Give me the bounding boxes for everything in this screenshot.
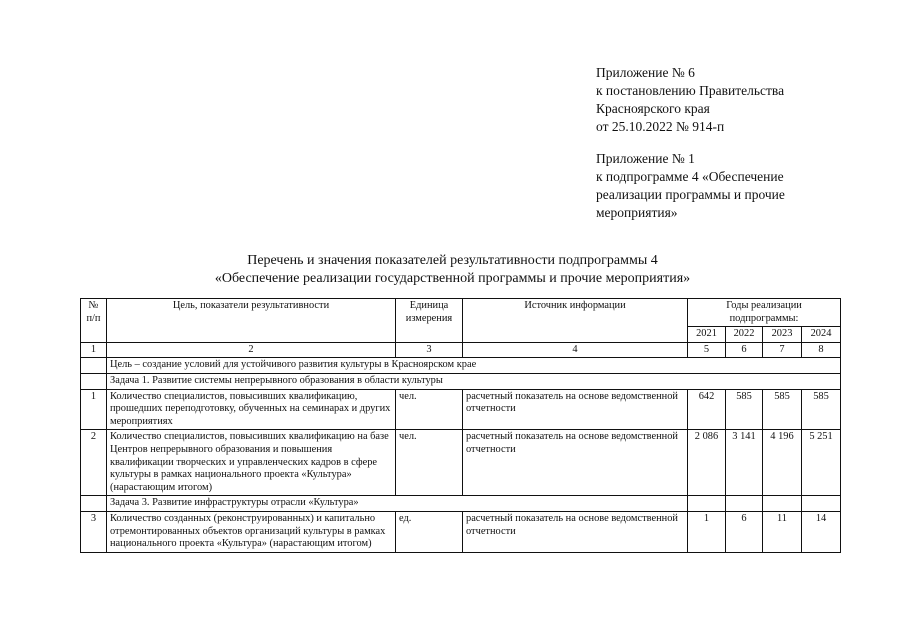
column-number: 5 bbox=[688, 342, 726, 358]
annex1-header bbox=[596, 150, 785, 222]
row-value: 642 bbox=[688, 389, 726, 430]
row-source: расчетный показатель на основе ведомственной отчетности bbox=[463, 430, 688, 496]
annex1-line: Приложение № 1 bbox=[596, 151, 695, 166]
annex6-line: от 25.10.2022 № 914-п bbox=[596, 119, 725, 134]
row-value: 11 bbox=[763, 511, 802, 552]
row-value: 3 141 bbox=[726, 430, 763, 496]
row-value: 1 bbox=[688, 511, 726, 552]
header-year: 2024 bbox=[802, 327, 841, 343]
row-value: 585 bbox=[726, 389, 763, 430]
row-indicator: Количество специалистов, повысивших квалификацию на базе Центров непрерывного образования и повышения квалификации творческих и управленческих кадров в сфере культуры в рамках национального проекта «Культура» (нарастающим итогом) bbox=[107, 430, 396, 496]
document-title-line1: Перечень и значения показателей результативности подпрограммы 4 bbox=[247, 253, 658, 268]
header-unit: Единица измерения bbox=[396, 299, 463, 343]
row-value: 2 086 bbox=[688, 430, 726, 496]
annex6-header bbox=[596, 64, 784, 136]
table-row bbox=[81, 389, 841, 430]
column-number: 4 bbox=[463, 342, 688, 358]
table-row bbox=[81, 430, 841, 496]
header-years-group: Годы реализации подпрограммы: bbox=[688, 299, 841, 327]
row-value: 14 bbox=[802, 511, 841, 552]
task3-text: Задача 3. Развитие инфраструктуры отрасли «Культура» bbox=[107, 496, 688, 512]
row-unit: чел. bbox=[396, 389, 463, 430]
header-source: Источник информации bbox=[463, 299, 688, 343]
row-indicator: Количество созданных (реконструированных) и капитально отремонтированных объектов организаций культуры в рамках национального проекта «Культура» (нарастающим итогом) bbox=[107, 511, 396, 552]
column-number: 6 bbox=[726, 342, 763, 358]
row-value: 6 bbox=[726, 511, 763, 552]
column-number: 8 bbox=[802, 342, 841, 358]
row-indicator: Количество специалистов, повысивших квалификацию, прошедших переподготовку, обученных на семинарах и других мероприятиях bbox=[107, 389, 396, 430]
task1-text: Задача 1. Развитие системы непрерывного образования в области культуры bbox=[107, 373, 841, 389]
row-num: 3 bbox=[81, 511, 107, 552]
row-num: 2 bbox=[81, 430, 107, 496]
annex6-line: Приложение № 6 bbox=[596, 65, 695, 80]
annex1-line: реализации программы и прочие bbox=[596, 187, 785, 202]
header-row bbox=[81, 299, 841, 327]
annex6-line: Красноярского края bbox=[596, 101, 710, 116]
table-row bbox=[81, 511, 841, 552]
row-value: 4 196 bbox=[763, 430, 802, 496]
task-row bbox=[81, 373, 841, 389]
row-value: 5 251 bbox=[802, 430, 841, 496]
row-unit: ед. bbox=[396, 511, 463, 552]
column-numbers-row bbox=[81, 342, 841, 358]
annex6-line: к постановлению Правительства bbox=[596, 83, 785, 98]
indicators-table bbox=[80, 298, 841, 553]
column-number: 2 bbox=[107, 342, 396, 358]
document-title-line2: «Обеспечение реализации государственной программы и прочие мероприятия» bbox=[214, 271, 691, 286]
header-year: 2022 bbox=[726, 327, 763, 343]
goal-row bbox=[81, 358, 841, 374]
row-source: расчетный показатель на основе ведомственной отчетности bbox=[463, 511, 688, 552]
column-number: 3 bbox=[396, 342, 463, 358]
annex1-line: к подпрограмме 4 «Обеспечение bbox=[596, 169, 784, 184]
header-year: 2023 bbox=[763, 327, 802, 343]
row-num: 1 bbox=[81, 389, 107, 430]
row-value: 585 bbox=[763, 389, 802, 430]
task-row bbox=[81, 496, 841, 512]
row-value: 585 bbox=[802, 389, 841, 430]
header-year: 2021 bbox=[688, 327, 726, 343]
annex1-line: мероприятия» bbox=[596, 205, 678, 220]
header-num: № п/п bbox=[81, 299, 107, 343]
row-source: расчетный показатель на основе ведомственной отчетности bbox=[463, 389, 688, 430]
row-unit: чел. bbox=[396, 430, 463, 496]
goal-text: Цель – создание условий для устойчивого развития культуры в Красноярском крае bbox=[107, 358, 841, 374]
column-number: 1 bbox=[81, 342, 107, 358]
column-number: 7 bbox=[763, 342, 802, 358]
header-goal: Цель, показатели результативности bbox=[107, 299, 396, 343]
